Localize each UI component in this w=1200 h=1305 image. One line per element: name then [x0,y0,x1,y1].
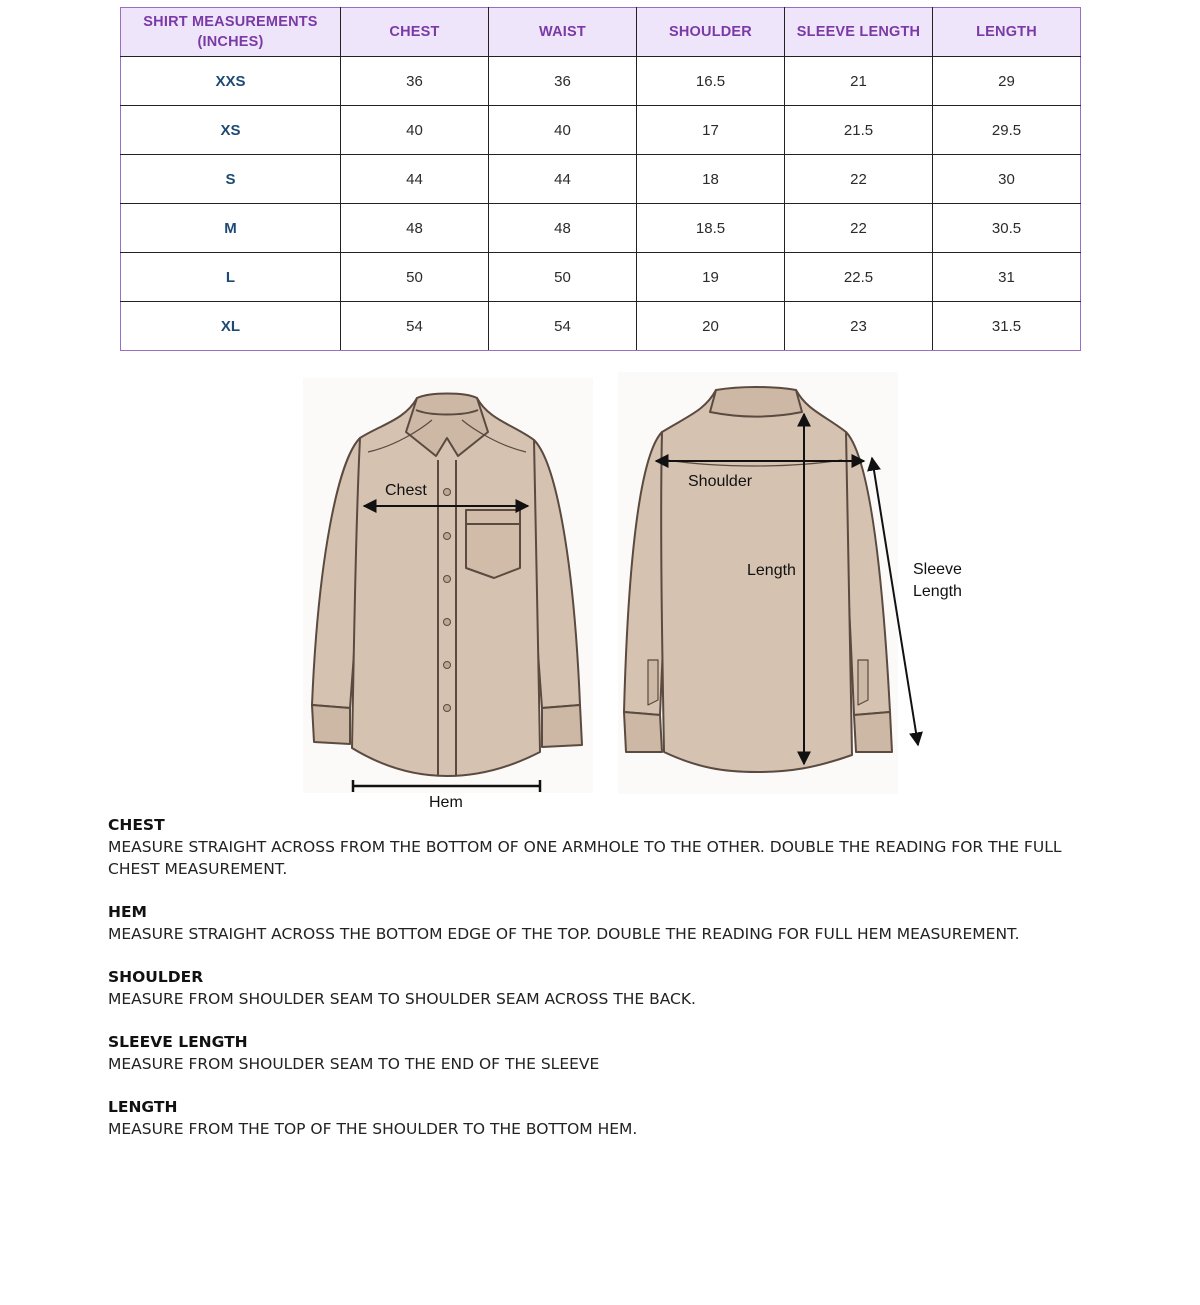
sleeve-label-line1: Sleeve [913,561,962,578]
header-shoulder: SHOULDER [637,8,785,57]
instruction-sleeve-length [108,1032,1108,1075]
instruction-title: HEM [108,903,147,921]
chest-label: Chest [385,482,427,499]
size-cell: S [121,155,341,204]
shoulder-cell: 18 [637,155,785,204]
header-waist: WAIST [489,8,637,57]
shoulder-cell: 16.5 [637,57,785,106]
size-chart-table [120,7,1081,351]
shirt-measurement-diagram [0,360,1200,820]
shoulder-cell: 19 [637,253,785,302]
instruction-shoulder [108,967,1108,1010]
shirt-front-illustration [312,394,582,777]
instruction-title: CHEST [108,816,165,834]
shirt-back-illustration [624,387,892,772]
header-length: LENGTH [933,8,1081,57]
table-row [121,204,1081,253]
size-cell: XXS [121,57,341,106]
waist-cell: 50 [489,253,637,302]
sleeve-length-cell: 22 [785,204,933,253]
shoulder-label: Shoulder [688,473,753,490]
instruction-length [108,1097,1108,1140]
length-cell: 29 [933,57,1081,106]
instruction-text: MEASURE STRAIGHT ACROSS FROM THE BOTTOM OF ONE ARMHOLE TO THE OTHER. DOUBLE THE READING FOR THE FULL CHEST MEASUREMENT. [108,838,1062,878]
instruction-text: MEASURE FROM SHOULDER SEAM TO SHOULDER SEAM ACROSS THE BACK. [108,990,696,1008]
measurement-instructions [108,815,1108,1162]
chest-cell: 44 [341,155,489,204]
instruction-hem [108,902,1108,945]
length-cell: 29.5 [933,106,1081,155]
header-chest: CHEST [341,8,489,57]
length-cell: 31.5 [933,302,1081,351]
chest-cell: 50 [341,253,489,302]
waist-cell: 44 [489,155,637,204]
instruction-title: SHOULDER [108,968,204,986]
table-row [121,57,1081,106]
length-cell: 31 [933,253,1081,302]
waist-cell: 54 [489,302,637,351]
instruction-title: SLEEVE LENGTH [108,1033,248,1051]
header-measurements: SHIRT MEASUREMENTS (INCHES) [121,8,341,57]
waist-cell: 40 [489,106,637,155]
sleeve-length-cell: 22 [785,155,933,204]
shoulder-cell: 20 [637,302,785,351]
table-header-row [121,8,1081,57]
table-row [121,106,1081,155]
length-cell: 30.5 [933,204,1081,253]
table-row [121,155,1081,204]
header-sleeve-length: SLEEVE LENGTH [785,8,933,57]
size-cell: XS [121,106,341,155]
sleeve-length-cell: 21 [785,57,933,106]
instruction-text: MEASURE STRAIGHT ACROSS THE BOTTOM EDGE OF THE TOP. DOUBLE THE READING FOR FULL HEM MEASUREMENT. [108,925,1020,943]
sleeve-length-cell: 23 [785,302,933,351]
instruction-title: LENGTH [108,1098,178,1116]
chest-cell: 48 [341,204,489,253]
waist-cell: 36 [489,57,637,106]
chest-cell: 36 [341,57,489,106]
size-cell: L [121,253,341,302]
chest-cell: 40 [341,106,489,155]
hem-label: Hem [429,794,463,811]
size-cell: M [121,204,341,253]
shoulder-cell: 17 [637,106,785,155]
table-row [121,302,1081,351]
sleeve-length-cell: 21.5 [785,106,933,155]
sleeve-length-cell: 22.5 [785,253,933,302]
size-cell: XL [121,302,341,351]
sleeve-label-line2: Length [913,583,962,600]
instruction-chest [108,815,1108,880]
instruction-text: MEASURE FROM SHOULDER SEAM TO THE END OF THE SLEEVE [108,1055,600,1073]
waist-cell: 48 [489,204,637,253]
length-cell: 30 [933,155,1081,204]
table-row [121,253,1081,302]
shoulder-cell: 18.5 [637,204,785,253]
chest-cell: 54 [341,302,489,351]
instruction-text: MEASURE FROM THE TOP OF THE SHOULDER TO THE BOTTOM HEM. [108,1120,638,1138]
length-label: Length [747,562,796,579]
